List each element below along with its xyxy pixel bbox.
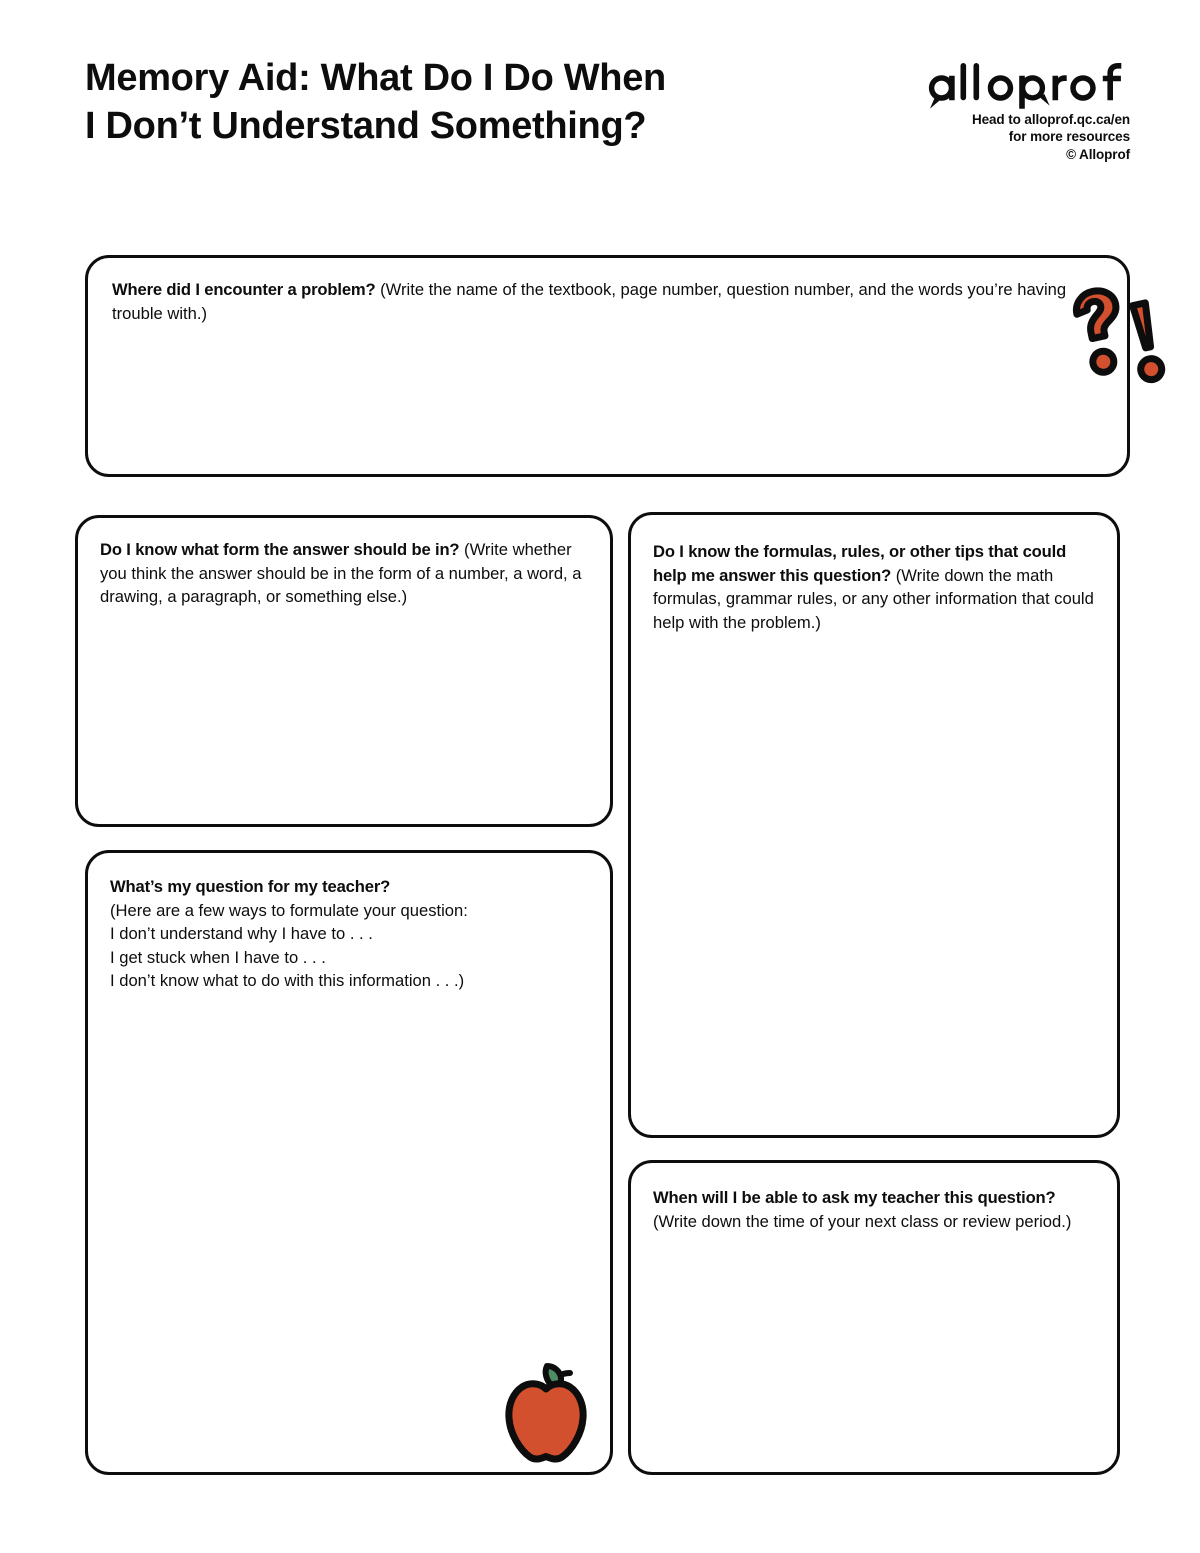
page-title-line-1: Memory Aid: What Do I Do When (85, 57, 666, 99)
prompt-question-where: Where did I encounter a problem? (112, 280, 376, 299)
prompt-hint-formulas: (Write down the math formulas, grammar rules, or any other information that could help with the problem.) (653, 565, 1094, 632)
brand-tagline-line-1: Head to alloprof.qc.ca/en (971, 112, 1130, 127)
prompt-hint-where: (Write the name of the textbook, page number, question number, and the words you’re having trouble with.) (112, 280, 1067, 323)
prompt-box-where[interactable] (85, 255, 1130, 477)
prompt-hint-line-3: I get stuck when I have to . . . (110, 947, 326, 967)
prompt-text-question-for-teacher (88, 853, 610, 993)
prompt-text-formulas (631, 515, 1117, 634)
alloprof-logo (924, 61, 1130, 109)
prompt-question-question-for-teacher: What’s my question for my teacher? (110, 877, 391, 896)
page-title-line-2: I Don’t Understand Something? (85, 104, 647, 147)
prompt-hint-line-1: (Here are a few ways to formulate your question: (110, 900, 468, 920)
page-header (85, 55, 1130, 195)
prompt-hint-line-4: I don’t know what to do with this information . . .) (110, 971, 465, 991)
brand-tagline-line-2: for more resources (1008, 129, 1130, 145)
prompt-question-answer-form: Do I know what form the answer should be in? (100, 540, 460, 559)
prompt-box-answer-form[interactable] (75, 515, 613, 827)
prompt-text-answer-form (78, 518, 610, 609)
prompt-hint-question-for-teacher (110, 899, 588, 993)
prompt-box-question-for-teacher[interactable] (85, 850, 613, 1475)
brand-copyright: © Alloprof (1066, 146, 1130, 162)
prompt-text-where (88, 258, 1127, 325)
prompt-box-when[interactable] (628, 1160, 1120, 1475)
prompt-box-formulas[interactable] (628, 512, 1120, 1138)
brand-tagline (890, 111, 1130, 163)
prompt-text-when (631, 1163, 1117, 1233)
brand-block (890, 61, 1130, 163)
page-title (85, 55, 865, 151)
prompt-hint-answer-form: (Write whether you think the answer should be in the form of a number, a word, a drawing, a paragraph, or something else.) (100, 540, 582, 607)
prompt-hint-line-2: I don’t understand why I have to . . . (110, 924, 373, 944)
prompt-question-when: When will I be able to ask my teacher this question? (653, 1188, 1056, 1207)
prompt-hint-when: (Write down the time of your next class or review period.) (653, 1211, 1072, 1231)
prompt-question-formulas: Do I know the formulas, rules, or other tips that could help me answer this question? (653, 542, 1067, 585)
